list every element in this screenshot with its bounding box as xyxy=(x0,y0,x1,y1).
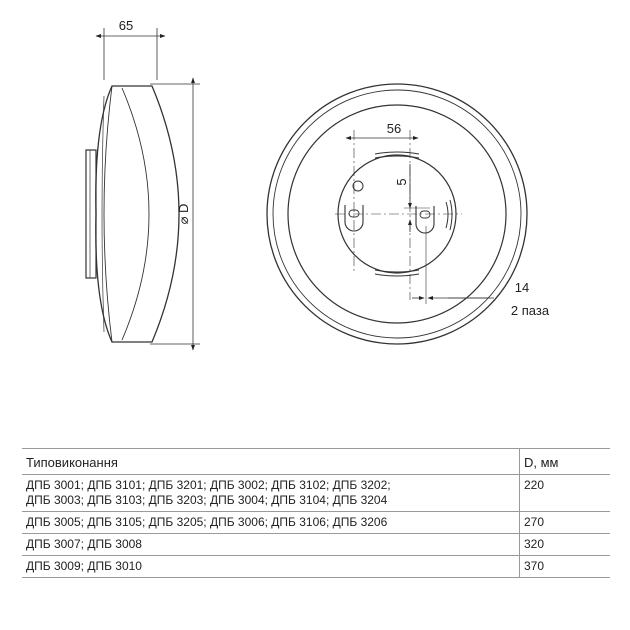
groove-dimension-label: 14 xyxy=(514,280,530,295)
row-variants: ДПБ 3005; ДПБ 3105; ДПБ 3205; ДПБ 3006; ДПБ 3106; ДПБ 3206 xyxy=(26,515,388,529)
mounting-hole xyxy=(353,181,363,191)
table-row xyxy=(22,512,610,534)
row-diameter: 220 xyxy=(520,475,611,512)
header-variants: Типовиконання xyxy=(22,449,520,475)
slot-dimension xyxy=(404,164,430,232)
diameter-dimension xyxy=(150,78,200,350)
slot-dimension-label: 5 xyxy=(394,178,409,186)
table-row xyxy=(22,556,610,578)
row-diameter: 270 xyxy=(520,512,611,534)
row-variants: ДПБ 3007; ДПБ 3008 xyxy=(26,537,142,551)
side-view xyxy=(86,28,200,350)
row-variants: ДПБ 3009; ДПБ 3010 xyxy=(26,559,142,573)
table-row xyxy=(22,534,610,556)
row-diameter: 320 xyxy=(520,534,611,556)
groove-note: 2 паза xyxy=(510,303,550,318)
groove-dimension xyxy=(412,226,494,304)
row-variants: ДПБ 3001; ДПБ 3101; ДПБ 3201; ДПБ 3002; ДПБ 3102; ДПБ 3202; ДПБ 3003; ДПБ 3103; ДПБ 3203; ДПБ 3004; ДПБ 3104; ДПБ 3204 xyxy=(26,478,391,507)
row-diameter: 370 xyxy=(520,556,611,578)
header-diameter: D, мм xyxy=(520,449,611,475)
spacing-dimension-label: 56 xyxy=(386,121,402,136)
spec-table xyxy=(22,448,610,578)
diameter-label: ⌀ D xyxy=(176,203,191,225)
right-key-slot xyxy=(416,206,434,233)
mounting-plate xyxy=(86,150,96,278)
width-dimension xyxy=(96,28,165,80)
table-row xyxy=(22,475,610,512)
table-header-row xyxy=(22,449,610,475)
width-dimension-label: 65 xyxy=(118,18,134,33)
